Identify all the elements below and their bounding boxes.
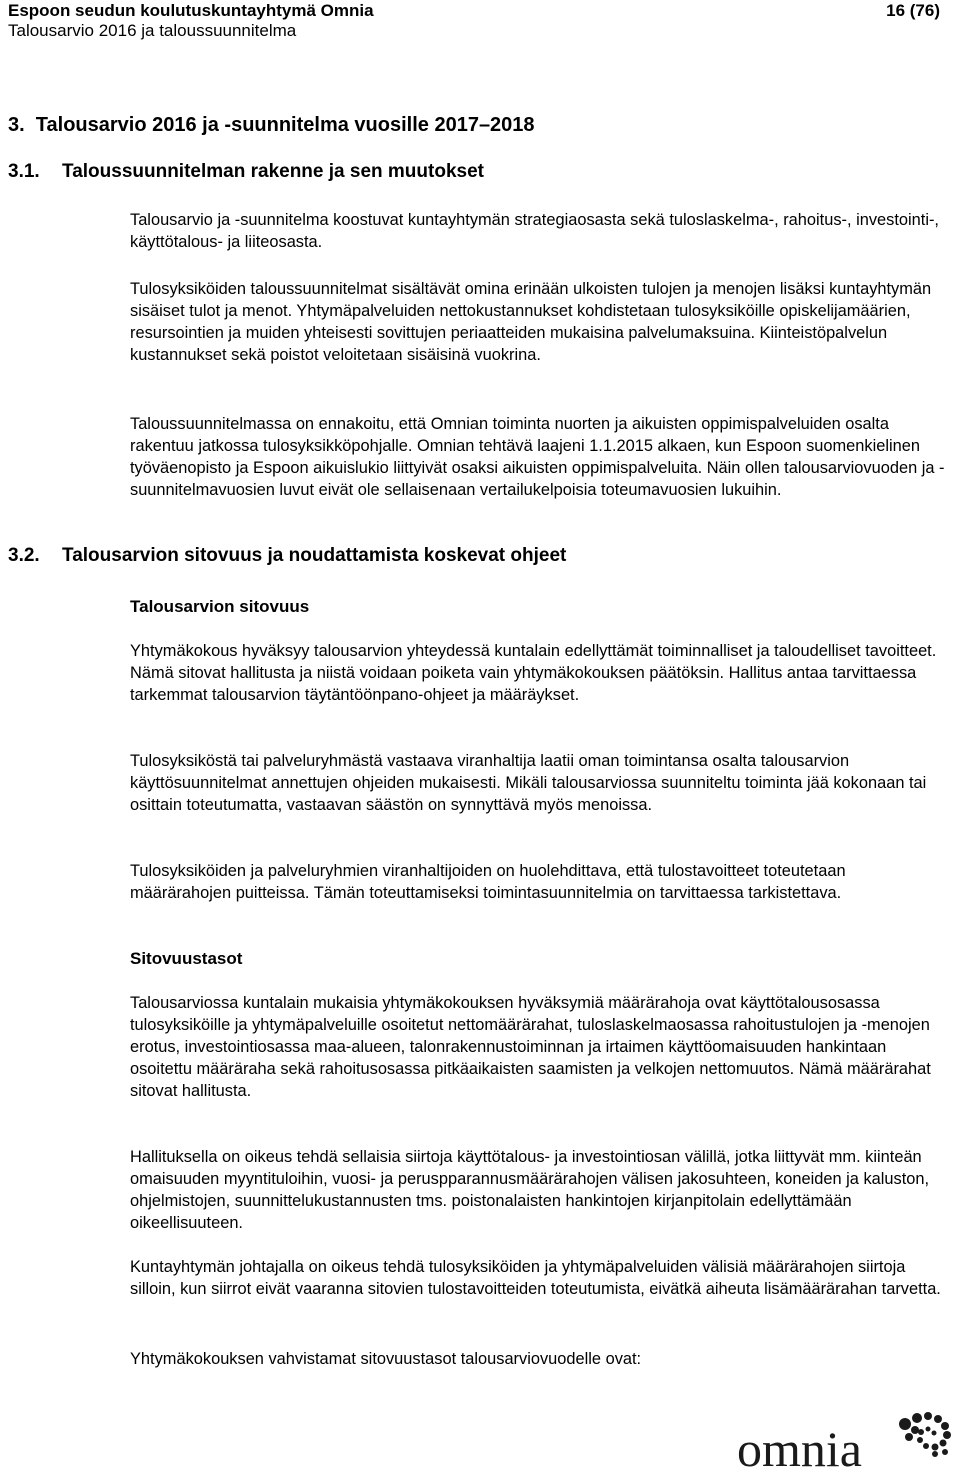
logo-wordmark: omnia (737, 1421, 862, 1472)
paragraph: Talousarvio ja -suunnitelma koostuvat kuntayhtymän strategiaosasta sekä tuloslaskelma-, rahoitus-, investointi-, käyttötalous- ja liiteosasta. (130, 211, 939, 251)
section-heading-3-2 (8, 544, 566, 568)
logo-dot (912, 1413, 922, 1423)
section-title: Taloussuunnitelman rakenne ja sen muutokset (62, 161, 484, 182)
logo-dot (926, 1427, 931, 1432)
logo-dots-icon (899, 1412, 951, 1457)
logo-dot (924, 1412, 932, 1420)
section-number: 3.1. (8, 161, 40, 182)
paragraph: Yhtymäkokous hyväksyy talousarvion yhteydessä kuntalain edellyttämät toiminnalliset ja taloudelliset tavoitteet. Nämä sitovat hallitusta ja niistä voidaan poiketa vain yhtymäkokouksen päätöksin. Hallitus antaa tarvittaessa tarkemmat talousarvion täytäntöönpano-ohjeet ja määräykset. (130, 642, 937, 704)
subheading-sitovuus: Talousarvion sitovuus (130, 597, 310, 616)
paragraph: Tulosyksiköiden ja palveluryhmien viranhaltijoiden on huolehdittava, että tulostavoitteet toteutetaan määrärahojen puitteissa. Tämän toteuttamiseksi toimintasuunnitelmia on tarvittaessa tarkistettava. (130, 862, 846, 902)
section-number: 3.2. (8, 545, 40, 566)
logo-dot (942, 1449, 948, 1455)
logo-dot (940, 1440, 947, 1447)
logo-dot (905, 1433, 913, 1441)
header-organization: Espoon seudun koulutuskuntayhtymä Omnia (8, 1, 374, 20)
paragraph: Yhtymäkokouksen vahvistamat sitovuustasot talousarviovuodelle ovat: (130, 1350, 642, 1368)
logo-dot (932, 1451, 938, 1457)
paragraph: Tulosyksiköiden taloussuunnitelmat sisältävät omina erinään ulkoisten tulojen ja menojen lisäksi kuntayhtymän sisäiset tulot ja menot. Yhtymäpalveluiden nettokustannukset kohdistetaan tulosyksiköille opiskelijamäärien, resursointien ja muiden yhteisesti sovittujen periaatteiden mukaisina palvelumaksuina. Kiinteistöpalvelun kustannukset sekä poistot veloitetaan sisäisinä vuokrina. (130, 280, 932, 364)
logo-dot (934, 1415, 942, 1423)
subheading-sitovuustasot: Sitovuustasot (130, 949, 243, 968)
header-document-title: Talousarvio 2016 ja taloussuunnitelma (8, 21, 297, 40)
logo-dot (899, 1418, 911, 1430)
logo-dot (941, 1422, 949, 1430)
logo-dot (911, 1426, 919, 1434)
section-title: Talousarvion sitovuus ja noudattamista koskevat ohjeet (62, 545, 567, 566)
paragraph: Tulosyksiköstä tai palveluryhmästä vastaava viranhaltija laatii oman toimintansa osalta talousarvion käyttösuunnitelmat annettujen ohjeiden mukaisesti. Mikäli talousarviossa suunniteltu toiminta jää kokonaan tai osittain toteutumatta, vastaavan säästön on synnyttävä myös menoissa. (130, 752, 927, 814)
chapter-heading: 3. Talousarvio 2016 ja -suunnitelma vuosille 2017–2018 (8, 114, 535, 136)
omnia-logo (735, 1410, 955, 1472)
logo-dot (932, 1444, 939, 1451)
logo-dot (943, 1431, 951, 1439)
paragraph: Kuntayhtymän johtajalla on oikeus tehdä tulosyksiköiden ja yhtymäpalveluiden välisiä määrärahojen siirtoja silloin, kun siirrot eivät vaaranna sitovien tulostavoitteiden toteutumista, eivätkä aiheuta lisämäärärahan tarvetta. (130, 1258, 941, 1298)
paragraph: Hallituksella on oikeus tehdä sellaisia siirtoja käyttötalous- ja investointiosan välillä, jotka liittyvät mm. kiinteän omaisuuden myyntituloihin, vuosi- ja peruspparannusmäärärahojen välisen jakosuhteen, koneiden ja kaluston, ohjelmistojen, suunnittelukustannusten tms. poistonalaisten hankintojen kirjanpitolain edellyttämään oikeellisuuteen. (130, 1148, 930, 1232)
logo-dot (917, 1437, 923, 1443)
logo-dot (932, 1431, 937, 1436)
paragraph: Talousarviossa kuntalain mukaisia yhtymäkokouksen hyväksymiä määrärahoja ovat käyttötalousosassa tulosyksiköille ja yhtymäpalveluille osoitetut nettomäärärahat, tuloslaskelmaosassa rahoitustulojen ja -menojen erotus, investointiosassa maa-alueen, talonrakennustoiminnan ja irtaimen käyttöomaisuuden hankintaan osoitettu määräraha sekä rahoitusosassa pitkäaikaisten saamisten ja velkojen nettomuutos. Nämä määrärahat sitovat hallitusta. (130, 994, 931, 1100)
logo-dot (923, 1443, 929, 1449)
section-heading-3-1 (8, 160, 484, 184)
page-number: 16 (76) (886, 1, 940, 20)
paragraph: Taloussuunnitelmassa on ennakoitu, että Omnian toiminta nuorten ja aikuisten oppimispalveluiden osalta rakentuu jatkossa tulosyksikköpohjalle. Omnian tehtävä laajeni 1.1.2015 alkaen, kun Espoon suomenkielinen työväenopisto ja Espoon aikuislukio liittyivät osaksi aikuisten oppimispalveluita. Näin ollen talousarviovuoden ja -suunnitelmavuosien luvut eivät ole sellaisenaan vertailukelpoisia toteumavuosien lukuihin. (130, 415, 945, 499)
